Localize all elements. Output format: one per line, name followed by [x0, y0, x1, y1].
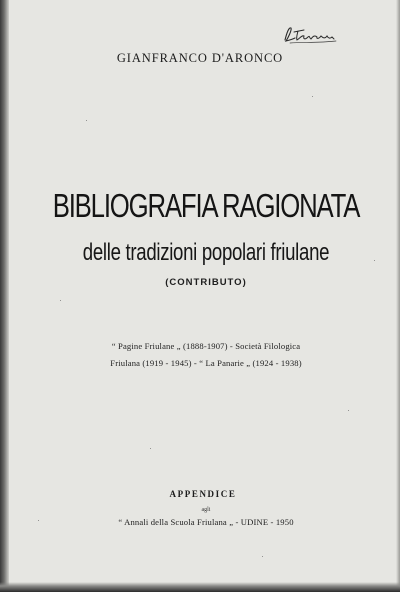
- speck: [150, 448, 151, 449]
- sources-line-2: Friulana (1919 - 1945) - “ La Panarie „ (1924 - 1938): [110, 358, 302, 368]
- appendix-reference: “ Annali della Scuola Friulana „ - UDINE - 1950: [118, 517, 294, 527]
- sources-line-1: “ Pagine Friulane „ (1888-1907) - Società Filologica: [111, 341, 301, 351]
- speck: [86, 120, 87, 121]
- speck: [348, 410, 349, 411]
- speck: [374, 260, 375, 261]
- appendix-heading: APPENDICE: [169, 489, 237, 499]
- appendix-connector: agli: [201, 507, 211, 513]
- sources-block: [0, 338, 400, 372]
- contribution-note: (CONTRIBUTO): [165, 277, 247, 288]
- scan-edge-right: [396, 0, 400, 592]
- speck: [312, 96, 313, 97]
- handwritten-signature: [282, 24, 342, 46]
- book-title: BIBLIOGRAFIA RAGIONATA: [52, 187, 360, 224]
- book-subtitle: delle tradizioni popolari friulane: [82, 239, 330, 266]
- author-name: GIANFRANCO D'ARONCO: [116, 51, 284, 65]
- scan-edge-bottom: [0, 582, 400, 592]
- speck: [262, 556, 263, 557]
- scan-edge-left: [0, 0, 9, 592]
- speck: [60, 300, 61, 301]
